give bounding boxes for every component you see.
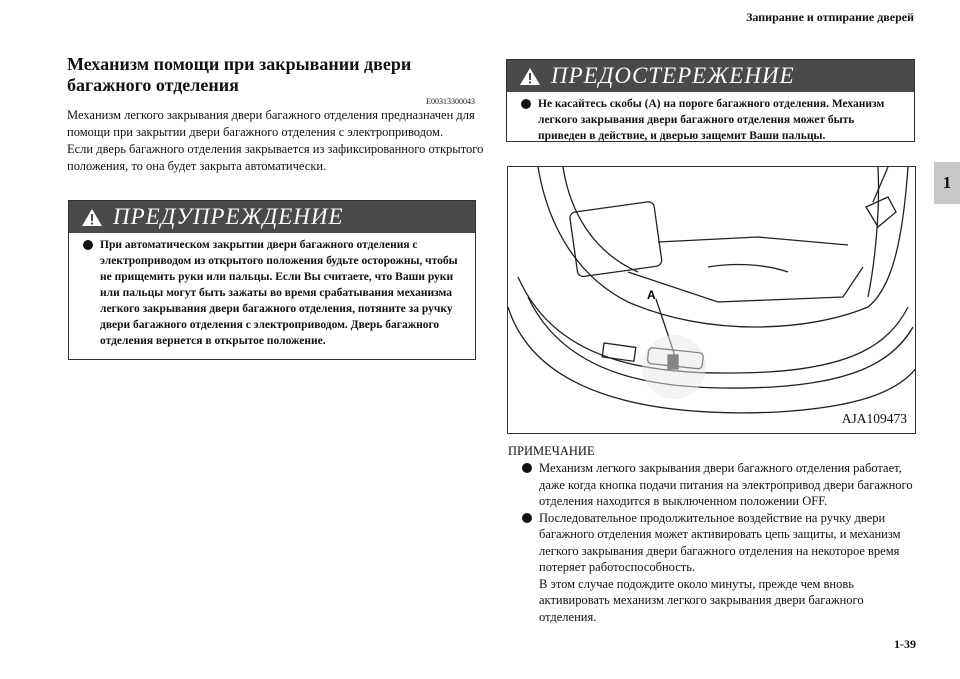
warning-text: При автоматическом закрытии двери багажного отделения с электроприводом из открытого положения будьте осторожны, чтобы не прищемить руки или пальцы. Если Вы считаете, что Ваши руки или пальцы могут быть зажаты во время срабатывания механизма легкого закрывания двери багажного отделения, потяните за ручку двери багажного отделения с электроприводом. Дверь багажного отделения вернется в открытое положение.: [100, 239, 458, 347]
note-list: [522, 460, 917, 625]
note-text: Механизм легкого закрывания двери багажного отделения работает, даже когда кнопка подачи питания на электропривод двери багажного отделения находится в выключенном положении OFF.: [539, 461, 913, 508]
note-label: ПРИМЕЧАНИЕ: [508, 444, 595, 458]
intro-paragraph: Если дверь багажного отделения закрывается из зафиксированного открытого положения, то она будет закрыта автоматически.: [67, 142, 484, 173]
label-a: A: [647, 288, 656, 302]
caution-text: Не касайтесь скобы (A) на пороге багажного отделения. Механизм легкого закрывания двери багажного отделения может быть приведен в действие, и дверью защемит Ваши пальцы.: [538, 98, 885, 142]
bullet-icon: [83, 240, 93, 250]
caution-box-header: [507, 60, 914, 92]
bullet-icon: [521, 99, 531, 109]
page-number: 1-39: [894, 637, 916, 651]
list-item: [522, 510, 917, 626]
trunk-illustration: [507, 166, 916, 434]
caution-title: ПРЕДОСТЕРЕЖЕНИЕ: [551, 63, 795, 88]
section-code: E00313300043: [426, 97, 475, 106]
caution-box: [506, 59, 915, 142]
warning-title: ПРЕДУПРЕЖДЕНИЕ: [113, 204, 344, 229]
section-title: Запирание и отпирание дверей: [746, 10, 914, 24]
bullet-icon: [522, 513, 532, 523]
warning-box: [68, 200, 476, 360]
intro-paragraph: Механизм легкого закрывания двери багажного отделения предназначен для помощи при закрытии двери багажного отделения с электроприводом.: [67, 108, 475, 139]
note-text: Последовательное продолжительное воздействие на ручку двери багажного отделения может активировать цепь защиты, и механизм легкого закрывания двери багажного отделения на некоторое время потеряет работоспособность.: [539, 510, 901, 574]
warning-triangle-icon: [519, 67, 541, 86]
page-heading: Механизм помощи при закрывании двери багажного отделения: [67, 54, 412, 95]
chapter-tab: 1: [934, 162, 960, 204]
figure-code: AJA109473: [841, 411, 907, 426]
note-text: В этом случае подождите около минуты, прежде чем вновь активировать механизм легкого закрывания двери багажного отделения.: [539, 576, 864, 624]
list-item: [522, 460, 917, 510]
trunk-drawing: [508, 167, 916, 434]
warning-box-header: [69, 201, 475, 233]
intro-text: [67, 107, 487, 175]
warning-triangle-icon: [81, 208, 103, 227]
bullet-icon: [522, 463, 532, 473]
